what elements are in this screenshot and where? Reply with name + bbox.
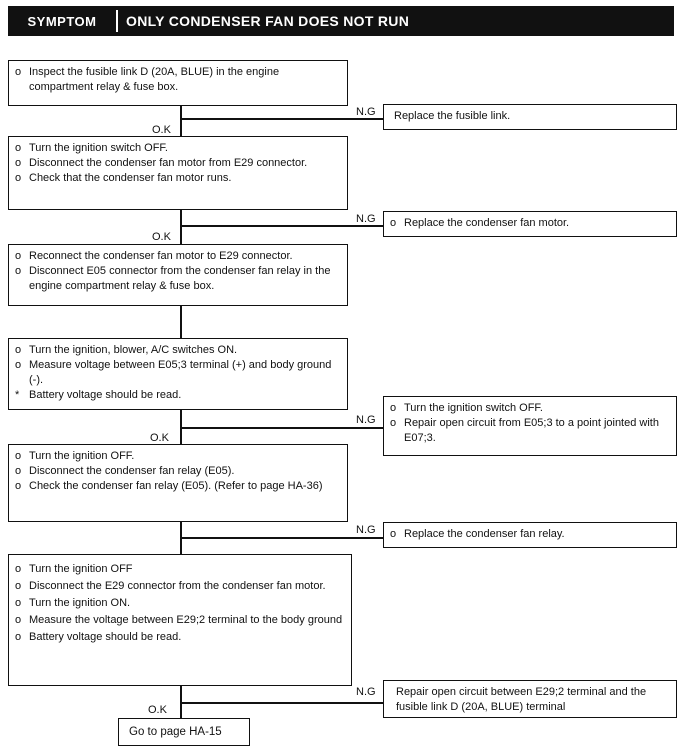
step-marker: o [15,344,22,356]
connector [180,106,182,136]
step-marker: o [15,172,22,184]
step1-ng-box [383,104,677,130]
step2-item-1 [15,141,341,156]
step-text: Turn the ignition OFF [29,563,133,575]
step4-ng-box [383,396,677,456]
step-marker: o [15,563,22,575]
step-marker: o [15,631,22,643]
step6-item-5 [15,629,345,646]
ng-branch [180,537,383,539]
step6-ng-box [383,680,677,718]
step-marker: o [15,157,22,169]
symptom-label: SYMPTOM [27,13,97,29]
step3-item-1 [15,249,341,264]
step2-item-2 [15,156,341,171]
step-text: Disconnect the E29 connector from the condenser fan motor. [29,580,326,592]
step-marker: o [15,142,22,154]
step5-item-1 [15,449,341,464]
step4-box [8,338,348,410]
step6-box [8,554,352,686]
ng-label: N.G [356,686,376,698]
ng-branch [180,118,383,120]
step-marker: o [15,480,22,492]
step4-item-1 [15,343,341,358]
step-text: Inspect the fusible link D (20A, BLUE) in the engine compartment relay & fuse box. [29,66,280,93]
step2-ng-box [383,211,677,237]
step-marker: o [15,597,22,609]
step5-item-2 [15,464,341,479]
step-marker: o [15,465,22,477]
step-marker: o [390,417,397,429]
step6-item-4 [15,612,345,629]
ok-label: O.K [152,231,171,243]
step-marker: * [15,389,20,401]
step-text: Disconnect the condenser fan motor from E29 connector. [29,157,308,169]
symptom-header [8,6,674,36]
ng-label: N.G [356,524,376,536]
step6-item-2 [15,578,345,595]
step-text: Turn the ignition ON. [29,597,131,609]
step-text: Check the condenser fan relay (E05). (Refer to page HA-36) [29,480,323,492]
step-text: Disconnect E05 connector from the condenser fan relay in the engine compartment relay & fuse box. [29,265,331,292]
step-marker: o [15,450,22,462]
ng-action-text: Replace the condenser fan relay. [404,528,565,540]
ng-action [390,216,670,231]
step6-item-1 [15,561,345,578]
step-text: Check that the condenser fan motor runs. [29,172,232,184]
ng-branch [180,225,383,227]
step-text: Battery voltage should be read. [29,389,182,401]
step1-item-1 [15,65,341,95]
step2-box [8,136,348,210]
step4-item-2 [15,358,341,388]
step-text: Turn the ignition OFF. [29,450,135,462]
step1-box [8,60,348,106]
step-marker: o [15,66,22,78]
step6-item-3 [15,595,345,612]
step-marker: o [15,580,22,592]
ng-branch [180,702,383,704]
ng-action-text: Replace the fusible link. [394,110,511,122]
ng-label: N.G [356,106,376,118]
ok-label: O.K [148,704,167,716]
step-text: Measure voltage between E05;3 terminal (+) and body ground (-). [29,359,332,386]
step-marker: o [390,402,397,414]
connector [180,210,182,244]
ng-action-1 [390,401,670,416]
step-text: Battery voltage should be read. [29,631,182,643]
final-box [118,718,250,746]
step-marker: o [15,614,22,626]
step3-item-2 [15,264,341,294]
step-text: Measure the voltage between E29;2 terminal to the body ground [29,614,343,626]
final-text: Go to page HA-15 [129,726,222,738]
step-text: Reconnect the condenser fan motor to E29 connector. [29,250,293,262]
step4-item-3 [15,388,341,403]
ng-action [390,527,670,542]
ng-action-2 [390,416,670,446]
step3-box [8,244,348,306]
step-marker: o [390,528,397,540]
connector [180,306,182,338]
ng-label: N.G [356,414,376,426]
step5-ng-box [383,522,677,548]
step-text: Turn the ignition, blower, A/C switches ON. [29,344,238,356]
ng-branch [180,427,383,429]
ng-action-text: Repair open circuit between E29;2 terminal and the fusible link D (20A, BLUE) terminal [396,686,647,713]
ng-action-text: Repair open circuit from E05;3 to a point jointed with E07;3. [404,417,659,444]
ng-action-text: Replace the condenser fan motor. [404,217,570,229]
step5-item-3 [15,479,341,494]
step2-item-3 [15,171,341,186]
ng-label: N.G [356,213,376,225]
step-marker: o [15,265,22,277]
header-divider [116,10,118,32]
step5-box [8,444,348,522]
ng-action-text: Turn the ignition switch OFF. [404,402,543,414]
step-marker: o [15,250,22,262]
step-marker: o [15,359,22,371]
symptom-title: ONLY CONDENSER FAN DOES NOT RUN [126,13,410,29]
step-text: Disconnect the condenser fan relay (E05). [29,465,235,477]
ok-label: O.K [152,124,171,136]
ok-label: O.K [150,432,169,444]
step-text: Turn the ignition switch OFF. [29,142,168,154]
step-marker: o [390,217,397,229]
